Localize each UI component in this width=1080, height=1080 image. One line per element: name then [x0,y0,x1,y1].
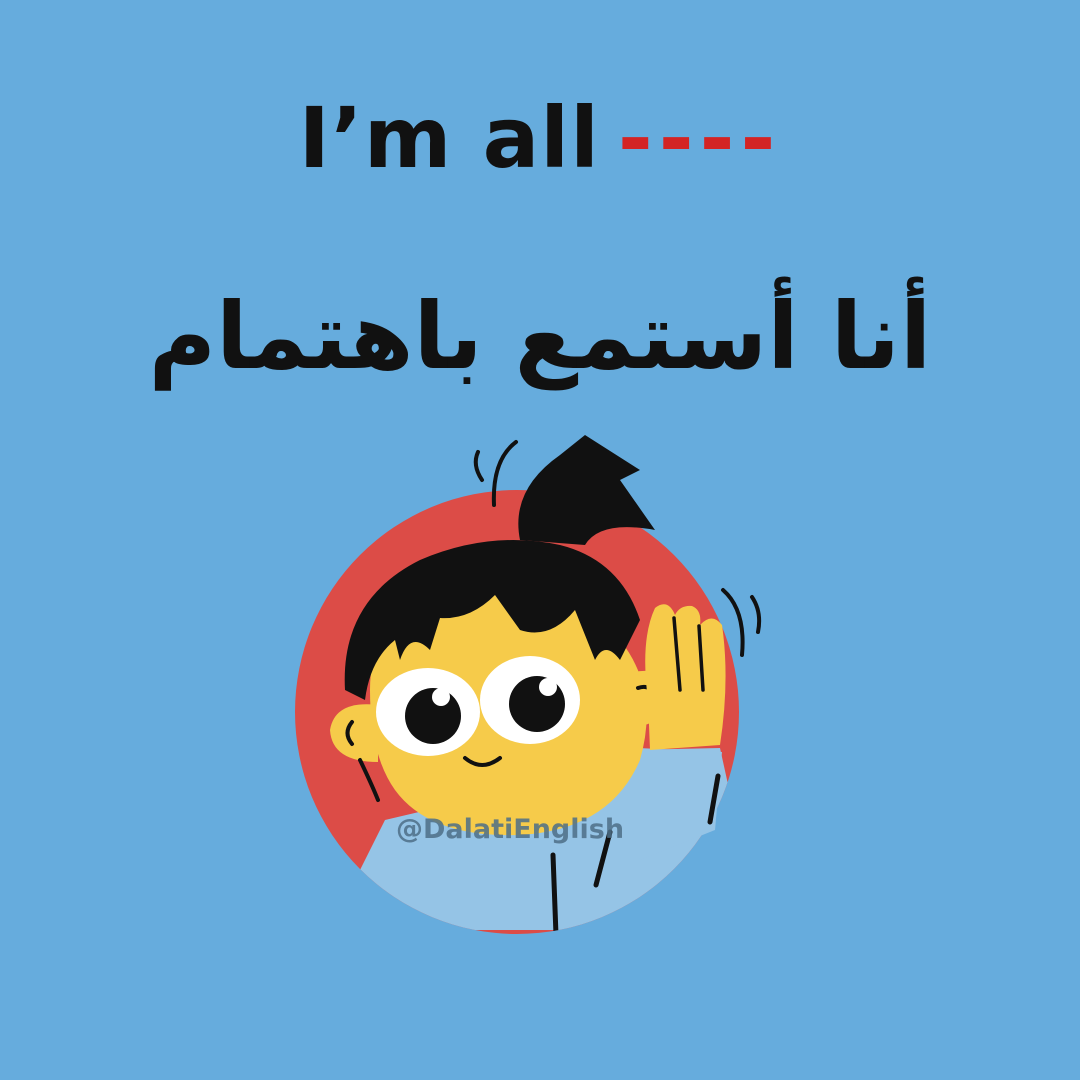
arabic-translation: أنا أستمع باهتمام [148,283,932,390]
phrase-text: I’m all [298,89,600,187]
cupped-hand [645,604,725,750]
missing-word-blank: ---- [617,89,782,187]
motion-lines-top [476,452,482,480]
watermark-handle: @DalatiEnglish [396,814,625,845]
